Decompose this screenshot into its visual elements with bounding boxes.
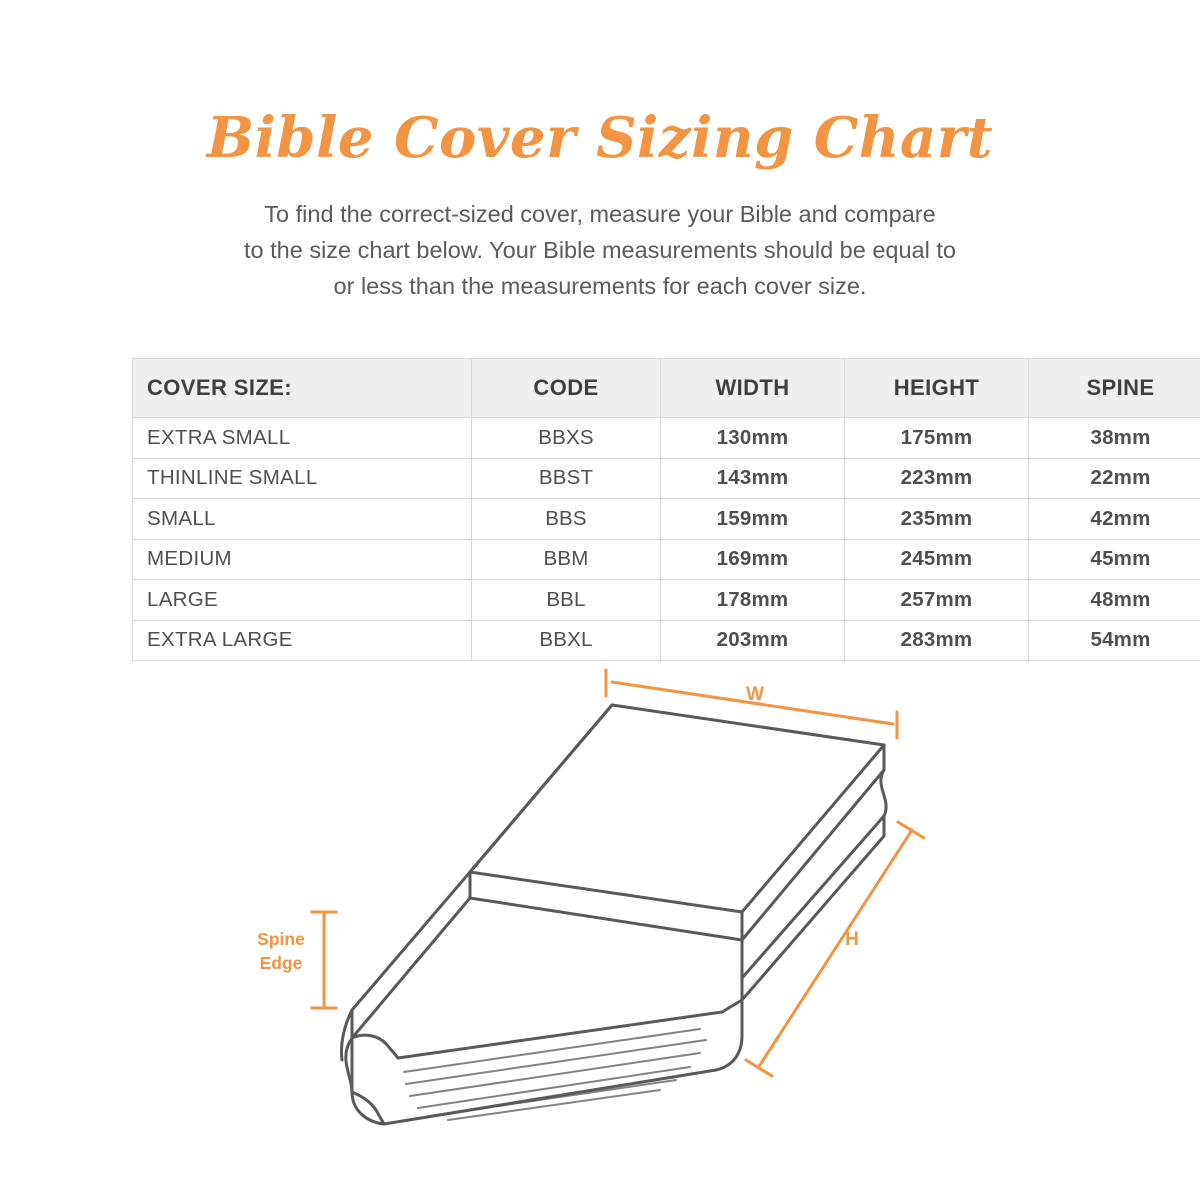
page-title: Bible Cover Sizing Chart [206,105,994,171]
cell-height: 245mm [845,539,1029,580]
cell-cover-size: EXTRA SMALL [133,418,472,459]
table-row [133,580,1200,621]
cell-cover-size: LARGE [133,580,472,621]
cell-width: 178mm [661,580,845,621]
cell-spine: 38mm [1029,418,1200,459]
column-header-width: WIDTH [661,359,845,418]
cell-code: BBST [472,458,661,499]
cell-code: BBL [472,580,661,621]
intro-text [140,196,1060,305]
width-label: W [746,684,764,705]
cell-height: 175mm [845,418,1029,459]
sizing-table [132,358,1200,661]
cell-cover-size: MEDIUM [133,539,472,580]
spine-edge-label-line-1: Spine [257,929,305,949]
column-header-spine: SPINE [1029,359,1200,418]
cell-width: 203mm [661,620,845,661]
cell-cover-size: THINLINE SMALL [133,458,472,499]
spine-edge-label [248,928,314,975]
cell-height: 235mm [845,499,1029,540]
cell-spine: 22mm [1029,458,1200,499]
cell-spine: 48mm [1029,580,1200,621]
intro-line-3: or less than the measurements for each cover size. [333,273,867,300]
height-dimension-line [746,822,924,1076]
cell-width: 130mm [661,418,845,459]
intro-line-2: to the size chart below. Your Bible measurements should be equal to [244,237,956,264]
cell-spine: 42mm [1029,499,1200,540]
spine-dimension-line [312,912,336,1008]
cell-cover-size: EXTRA LARGE [133,620,472,661]
table-row [133,458,1200,499]
table-row [133,418,1200,459]
cell-cover-size: SMALL [133,499,472,540]
cell-width: 159mm [661,499,845,540]
column-header-cover-size: COVER SIZE: [133,359,472,418]
table-row [133,499,1200,540]
bible-measurement-diagram [0,640,1200,1200]
table-header-row [133,359,1200,418]
cell-height: 257mm [845,580,1029,621]
cell-spine: 54mm [1029,620,1200,661]
spine-edge-label-line-2: Edge [259,952,303,973]
cell-code: BBXL [472,620,661,661]
cell-code: BBXS [472,418,661,459]
sizing-table-wrapper [132,358,1155,661]
column-header-code: CODE [472,359,661,418]
cell-width: 143mm [661,458,845,499]
cell-width: 169mm [661,539,845,580]
intro-line-1: To find the correct-sized cover, measure your Bible and compare [264,200,936,227]
cell-height: 223mm [845,458,1029,499]
column-header-height: HEIGHT [845,359,1029,418]
table-row [133,539,1200,580]
cell-code: BBS [472,499,661,540]
book-illustration [341,705,886,1124]
cell-code: BBM [472,539,661,580]
cell-height: 283mm [845,620,1029,661]
height-label: H [845,929,859,950]
cell-spine: 45mm [1029,539,1200,580]
